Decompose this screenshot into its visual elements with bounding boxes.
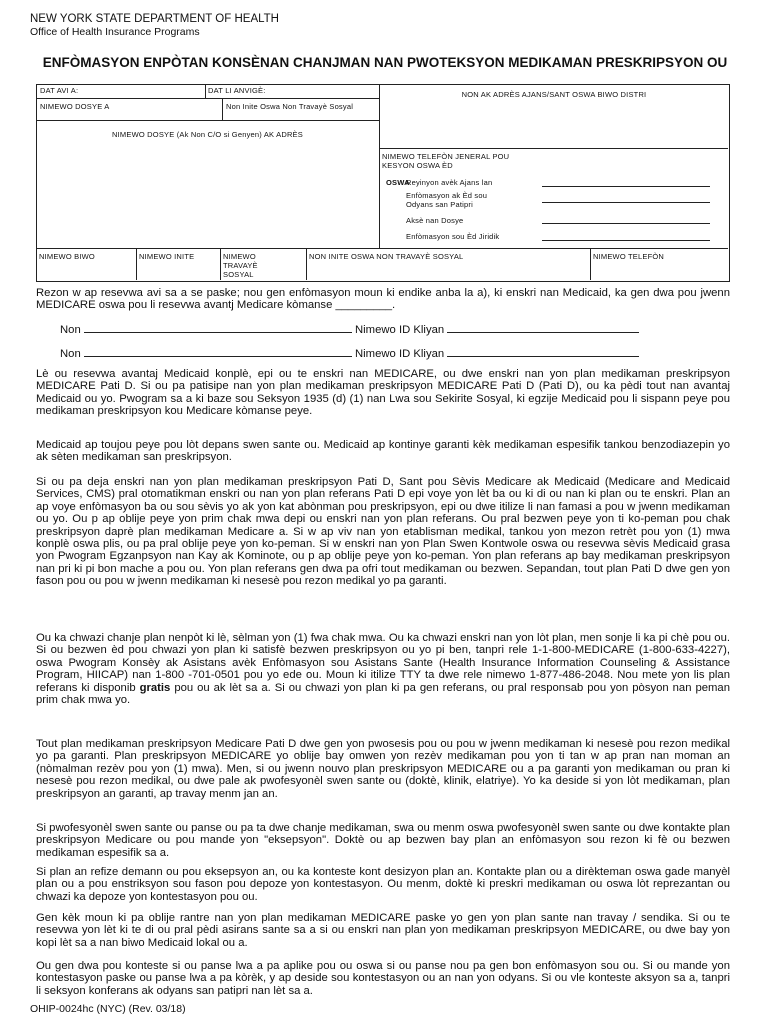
form-divider	[379, 148, 728, 149]
form-divider	[306, 248, 307, 280]
contact-line-hearing: Enfòmasyon ak Èd sou Odyans san Patipri	[406, 191, 488, 209]
paragraph-intro: Rezon w ap resevwa avi sa a se paske; nou gen enfòmasyon moun ki endike anba la a), ki enskri nan Medicaid, ka gen dwa pou jwenn MEDICARE oswa pou li resevwa avantj Medicare kòmanse _________.	[36, 287, 730, 312]
unit-name-label: Non Inite Oswa Non Travayè Sosyal	[226, 102, 354, 111]
contact-line-meeting: Reyinyon avèk Ajans lan	[406, 178, 493, 187]
contact-line-records: Aksè nan Dosye	[406, 216, 464, 225]
contact-line-legal: Enfòmasyon sou Èd Jiridik	[406, 232, 500, 241]
form-divider	[220, 248, 221, 280]
form-divider	[590, 248, 591, 280]
contact-line-meeting-blank[interactable]	[542, 186, 710, 187]
paragraph-union-plan: Gen kèk moun ki pa oblije rantre nan yon plan medikaman MEDICARE paske yo gen yon plan sante nan travay / sendika. Si ou te resevwa yon lèt ki te di ou pral pèdi asirans sante sa a si ou enskri nan plan yon medikaman preskripsyon MEDICARE, ou dwe bay yon kopi lèt sa a nan biwo Medicaid lokal ou a.	[36, 912, 730, 949]
agency-address-label: NON AK ADRÈS AJANS/SANT OSWA BIWO DISTRI	[461, 90, 647, 99]
name-label: Non	[60, 324, 81, 336]
form-divider	[379, 84, 380, 248]
unit-worker-name-label: NON INITE OSWA NON TRAVAYÈ SOSYAL	[309, 252, 464, 261]
dat-avi-label: DAT AVI A:	[40, 86, 79, 95]
phone-number-label: NIMEWO TELEFÒN	[593, 252, 664, 261]
page-title: ENFÒMASYON ENPÒTAN KONSÈNAN CHANJMAN NAN PWOTEKSYON MEDIKAMAN PRESKRIPSYON OU	[42, 55, 728, 70]
form-divider	[205, 84, 206, 98]
paragraph-auto-enroll: Si ou pa deja enskri nan yon plan medikaman preskripsyon Pati D, Sant pou Sèvis Medicare ak Medicaid (Medicare and Medicaid Services, CMS) pral otomatikman enskri ou nan yon plan referans Pati D epi voye yon lèt ba ou ki di ou nan ki plan ou te enskri. Plan an ap voye enfòmasyon ba ou sou sèvis yo ak yon kat abònman pou preskripsyon, epi ou dwe itilize li nan famasi a pou w jwenn medikaman ou yo. Ou p ap oblije peye yon prim chak mwa depi ou enskri nan yon plan referans. Ou pral bezwen peye yon ti ko-peman pou chak preskripsyon daprè plan medikaman Medicare a. Si w ap viv nan yon etablisman medikal, tankou yon mezon retrèt pou yon (1) mwa konplè oswa plis, ou pa pral oblije peye yon ko-peman. Si w enskri nan yon Plan Swen Kontwole oswa ou resevwa sèvis Medicaid grasa yon Pwogram Egzanpsyon nan Kay ak Kominote, ou p ap oblije peye yon ko-peman. Yon plan referans ap bay medikaman preskripsyon nan pri ki pi bon mache a pou ou. Yon plan referans gen dwa pa ofri tout medikaman ou bezwen. Sepandan, tout plan Pati D dwe gen yon fason pou ou pou w jwenn medikaman ki nesesè pou rezon medikal yo pa garanti.	[36, 476, 730, 588]
paragraph-appeal: Si plan an refize demann ou pou eksepsyon an, ou ka konteste kont desizyon plan an. Kontakte plan ou a dirèkteman oswa gade manyèl plan ou a pou enstriksyon sou fason pou depoze yon kontestasyon. Ou menm, doktè ki preskri medikaman ou oswa lòt reprezantan ou chwazi ka depoze yon kontestasyon pou ou.	[36, 866, 730, 903]
contact-line-legal-blank[interactable]	[542, 240, 710, 241]
form-divider	[36, 120, 379, 121]
office-name: Office of Health Insurance Programs	[30, 26, 200, 38]
general-phone-label: NIMEWO TELEFÒN JENERAL POU KESYON OSWA ÈD	[382, 152, 510, 170]
paragraph-part-d-process: Tout plan medikaman preskripsyon Medicare Pati D dwe gen yon pwosesis pou ou pou w jwenn medikaman ki nesesè pou rezon medikal yo pa garanti. Plan preskripsyon MEDICARE yo oblije bay omwen yon rezèv medikaman pou yon ti tan w ap pran nan moman an (nòmalman rezèv pou yon (1) mwa). Men, si ou jwenn nouvo plan preskripsyon MEDICARE ou a pa garanti yon medikaman ou pran ki nesesè pou rezon medikal, ou dwe pale ak pwofesyonèl swen sante ou (doktè, klinik, elatriye). Yo ka deside si yon lòt medikaman, plan preskripsyon an garanti, ap travay menm jan an.	[36, 738, 730, 800]
unit-number-label: NIMEWO INITE	[139, 252, 195, 261]
paragraph-full-benefits: Lè ou resevwa avantaj Medicaid konplè, epi ou te enskri nan MEDICARE, ou dwe enskri nan yon plan medikaman preskripsyon MEDICARE Pati D. Si ou pa patisipe nan yon plan medikaman preskripsyon MEDICARE Pati D (Pati D), ou ka pèdi tout nan avantaj Medicaid ou yo. Pwogram sa a ki baze sou Seksyon 1935 (d) (1) nan Lwa sou Sekirite Sosyal, ki egzije Medicaid pou li sispann peye pou medikaman preskripsyon kou Medicare kòmanse peye.	[36, 368, 730, 418]
client-id-label: Nimewo ID Kliyan	[355, 348, 445, 360]
name-label: Non	[60, 348, 81, 360]
agency-name: NEW YORK STATE DEPARTMENT OF HEALTH	[30, 13, 279, 25]
case-name-address-label: NIMEWO DOSYE (Ak Non C/O si Genyen) AK ADRÈS	[112, 130, 303, 139]
form-divider	[36, 98, 379, 99]
free-emphasis: gratis	[139, 681, 171, 694]
office-number-label: NIMEWO BIWO	[39, 252, 95, 261]
contact-line-records-blank[interactable]	[542, 223, 710, 224]
client-row-1	[60, 322, 639, 336]
paragraph-right-to-contest: Ou gen dwa pou konteste si ou panse lwa a pa aplike pou ou oswa si ou panse nou pa gen bon enfòmasyon sou ou. Si ou mande yon kontestasyon paske ou panse lwa a pa kòrèk, y ap deside sou kontestasyon ou an nan yon odyans. Si ou vle konteste aksyon sa a, tanpri li seksyon konferans ak odyans san patipri nan lèt sa a.	[36, 960, 730, 997]
paragraph-change-plan	[36, 632, 730, 706]
dat-li-anvige-label: DAT LI ANVIGÈ:	[208, 86, 266, 95]
client-id-label: Nimewo ID Kliyan	[355, 324, 445, 336]
worker-number-label: NIMEWO TRAVAYÈ SOSYAL	[223, 252, 258, 279]
case-number-label: NIMEWO DOSYE A	[40, 102, 110, 111]
client-row-2	[60, 346, 639, 360]
or-label: OSWA	[386, 178, 410, 187]
client-id-blank[interactable]	[447, 322, 639, 333]
client-id-blank[interactable]	[447, 346, 639, 357]
form-divider	[36, 248, 728, 249]
form-divider	[222, 98, 223, 120]
form-number: OHIP-0024hc (NYC) (Rev. 03/18)	[30, 1003, 186, 1015]
paragraph-exception: Si pwofesyonèl swen sante ou panse ou pa ta dwe chanje medikaman, swa ou menm oswa pwofesyonèl swen sante ou dwe kontakte plan preskripsyon Medicare ou pou mande yon "eksepsyon". Doktè ou ap bezwen bay plan an enfòmasyon sou rezon ki fè ou bezwen medikaman espesifik sa a.	[36, 822, 730, 859]
paragraph-medicaid-pays: Medicaid ap toujou peye pou lòt depans swen sante ou. Medicaid ap kontinye garanti kèk medikaman espesifik tankou benzodiazepin yo ak sèten medikaman san preskripsyon.	[36, 439, 730, 464]
contact-line-hearing-blank[interactable]	[542, 202, 710, 203]
change-plan-text-end: pou ou ak lèt sa a. Si ou chwazi yon plan ki pa gen referans, ou pral responsab pou yon pòsyon nan peman prim chak mwa yo.	[36, 681, 730, 707]
name-blank[interactable]	[84, 346, 352, 357]
name-blank[interactable]	[84, 322, 352, 333]
form-divider	[136, 248, 137, 280]
change-plan-text: Ou ka chwazi chanje plan nenpòt ki lè, sèlman yon (1) fwa chak mwa. Ou ka chwazi enskri nan yon lòt plan, men sonje li ka pi chè pou ou. Si ou bezwen èd pou chwazi yon plan ki satisfè bezwen preskripsyon ou yo pi ben, tanpri rele 1-1-800-MEDICARE (1-800-633-4227), oswa Pwogram Konsèy ak Asistans avèk Enfòmasyon sou Asistans Sante (Health Insurance Information Counseling & Assistance Program, HIICAP) nan 1-800 -701-0501 pou yo ede ou. Moun ki itilize TTY ta dwe rele nimewo 1-877-486-2048. Nou mete yon lis plan referans ki disponib	[36, 632, 730, 694]
